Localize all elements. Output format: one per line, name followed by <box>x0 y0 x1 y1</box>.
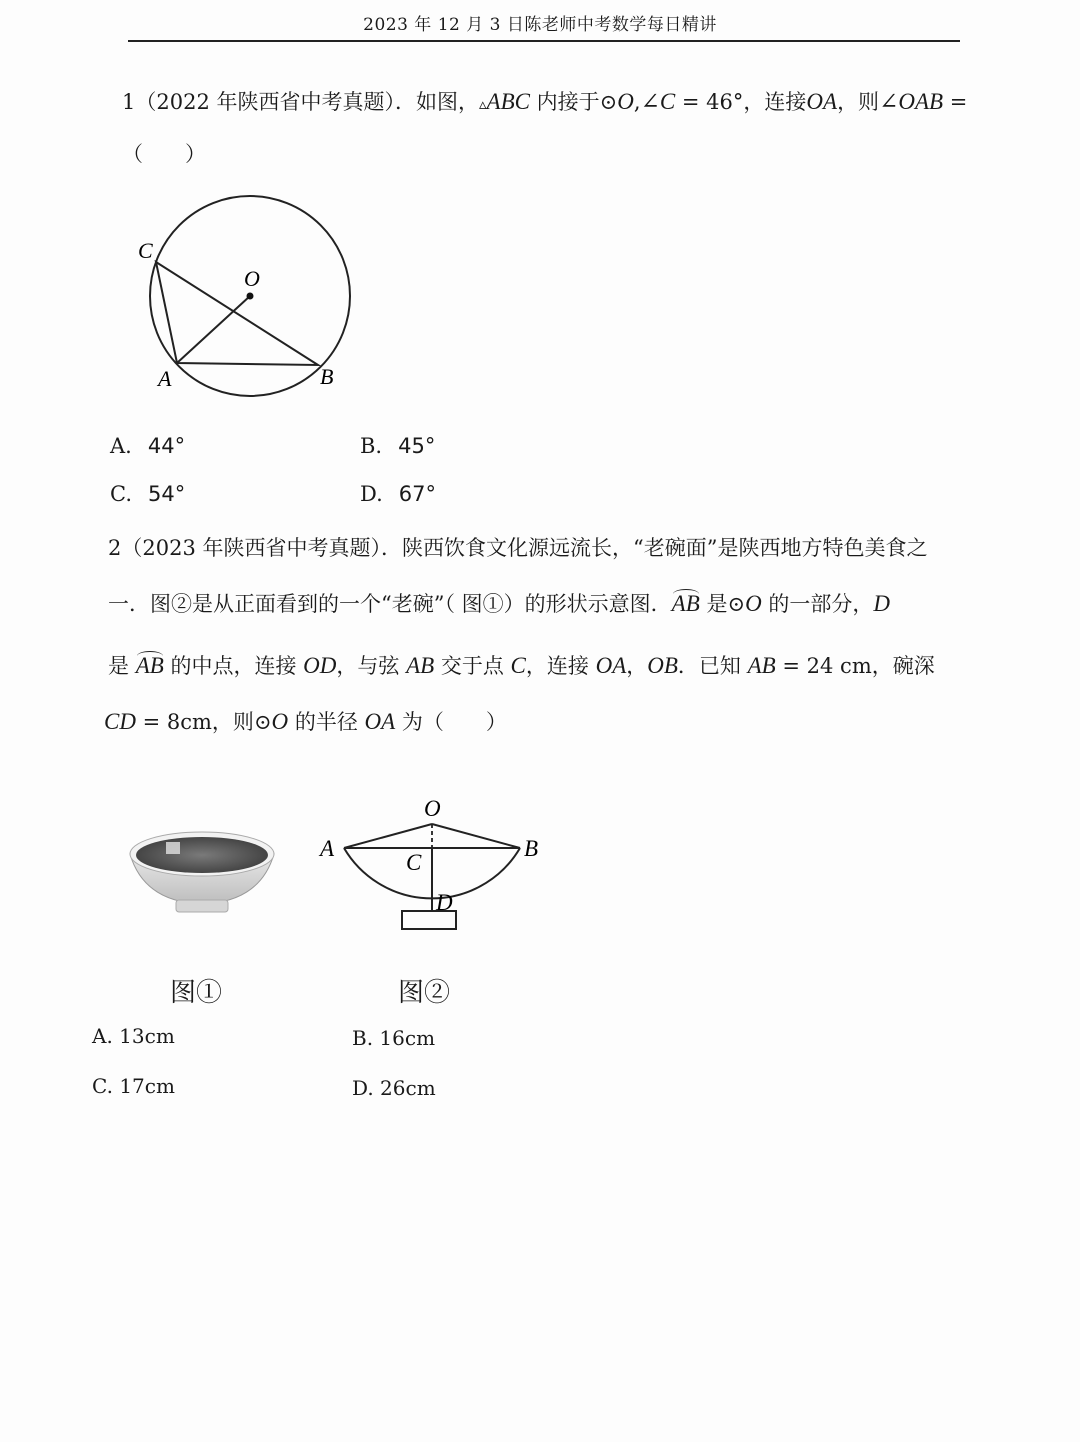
bowl-label-sticker <box>166 842 180 854</box>
option-letter: C. <box>92 1074 113 1098</box>
q1-number: 1 <box>122 90 136 114</box>
triangle-abc <box>156 262 318 365</box>
triangle-symbol: ▵ <box>479 95 487 113</box>
q2-text: ，连接 <box>525 654 596 678</box>
option-value: 26cm <box>380 1076 436 1100</box>
q2-text: 的半径 <box>288 710 365 734</box>
figure-2-caption: 图② <box>398 978 451 1008</box>
label-b: B <box>524 836 539 861</box>
q1-eq-46: = 46°，连接 <box>675 90 807 114</box>
option-letter: A. <box>92 1024 113 1048</box>
option-value: 45° <box>398 434 436 458</box>
q2-text: ， <box>626 654 648 678</box>
option-letter: C. <box>110 482 132 506</box>
q2-text: = 8cm，则 <box>135 710 254 734</box>
q1-o: O <box>617 89 634 114</box>
circle-dot-symbol: ⊙ <box>599 90 618 114</box>
q1-comma: , <box>633 90 641 114</box>
q2-text: 一．图②是从正面看到的一个“老碗”（ 图①）的形状示意图． <box>108 592 672 616</box>
option-value: 44° <box>147 434 186 458</box>
segment-ob <box>432 824 520 848</box>
q1-option-b <box>360 434 435 458</box>
circle-dot-symbol: ⊙ <box>727 592 746 616</box>
q2-stem-line4 <box>104 706 507 736</box>
label-o: O <box>424 796 441 821</box>
q2-stem-line2 <box>108 588 890 618</box>
segment-oa <box>177 296 250 363</box>
q1-option-d <box>360 482 436 506</box>
q1-angle-c: ∠C <box>640 89 676 114</box>
q1-source: （2022 年陕西省中考真题）．如图， <box>135 90 479 114</box>
bowl-foot <box>176 900 228 912</box>
q2-text: 的中点，连接 <box>163 654 304 678</box>
q1-text-then: ，则 <box>837 90 880 114</box>
q2-arc-ab: AB <box>671 591 700 616</box>
q2-text: 是 <box>699 592 728 616</box>
q1-angle-oab: ∠OAB <box>879 89 944 114</box>
option-letter: D. <box>360 482 383 506</box>
label-d: D <box>436 890 453 915</box>
q1-circle-figure <box>130 190 370 410</box>
segment-oa <box>344 824 432 848</box>
option-value: 16cm <box>379 1026 436 1050</box>
option-letter: B. <box>360 434 383 458</box>
option-value: 13cm <box>119 1024 175 1048</box>
q1-oa: OA <box>806 89 838 114</box>
label-o: O <box>244 266 260 291</box>
q2-stem-line3 <box>108 650 935 680</box>
q2-option-d <box>352 1076 436 1100</box>
q2-o: O <box>745 591 762 616</box>
bowl-diagram-figure <box>310 790 550 940</box>
q1-text-inscribed: 内接于 <box>529 90 600 114</box>
q2-text: 是 <box>108 654 136 678</box>
bowl-photo-figure <box>124 820 280 920</box>
q1-abc: ABC <box>486 89 530 114</box>
label-a: A <box>320 836 335 861</box>
q2-oa: OA <box>364 709 396 734</box>
q2-ab: AB <box>406 653 435 678</box>
option-letter: B. <box>352 1026 374 1050</box>
q2-ob: OB <box>647 653 678 678</box>
q2-option-c <box>92 1074 175 1098</box>
page-header-title: 2023 年 12 月 3 日陈老师中考数学每日精讲 <box>363 15 717 35</box>
label-b: B <box>320 364 334 389</box>
circle-dot-symbol: ⊙ <box>253 710 272 734</box>
q2-text: = 24 cm，碗深 <box>775 654 935 678</box>
q2-text: 交于点 <box>434 654 511 678</box>
q2-od: OD <box>303 653 337 678</box>
option-value: 17cm <box>119 1074 175 1098</box>
q2-o: O <box>271 709 289 734</box>
q2-option-a <box>92 1024 175 1048</box>
q2-d: D <box>873 591 890 616</box>
q1-answer-blank: （ ） <box>122 142 206 166</box>
label-c: C <box>406 850 422 875</box>
q2-text: ．已知 <box>677 654 748 678</box>
header-divider <box>128 40 960 42</box>
option-value: 54° <box>148 482 186 506</box>
q2-text: ，与弦 <box>336 654 407 678</box>
q1-eq-end: = <box>943 90 968 114</box>
q2-stem-line1: 2（2023 年陕西省中考真题）．陕西饮食文化源远流长，“老碗面”是陕西地方特色美食之 <box>108 536 928 560</box>
q2-text: 为（ ） <box>395 710 507 734</box>
q2-text: 的一部分， <box>761 592 874 616</box>
q2-c: C <box>510 653 526 678</box>
q2-ab: AB <box>747 653 776 678</box>
q2-cd: CD <box>104 709 136 734</box>
figure-1-caption: 图① <box>170 978 223 1008</box>
option-letter: A. <box>110 434 132 458</box>
q1-stem-line1 <box>122 86 967 116</box>
center-point-o <box>247 293 254 300</box>
q1-option-a <box>110 434 185 458</box>
q2-arc-ab: AB <box>135 653 164 678</box>
option-letter: D. <box>352 1076 374 1100</box>
label-a: A <box>158 366 172 391</box>
option-value: 67° <box>398 482 436 506</box>
q2-oa: OA <box>595 653 627 678</box>
q1-option-c <box>110 482 185 506</box>
bowl-interior <box>136 837 268 873</box>
label-c: C <box>138 238 153 263</box>
q2-option-b <box>352 1026 435 1050</box>
